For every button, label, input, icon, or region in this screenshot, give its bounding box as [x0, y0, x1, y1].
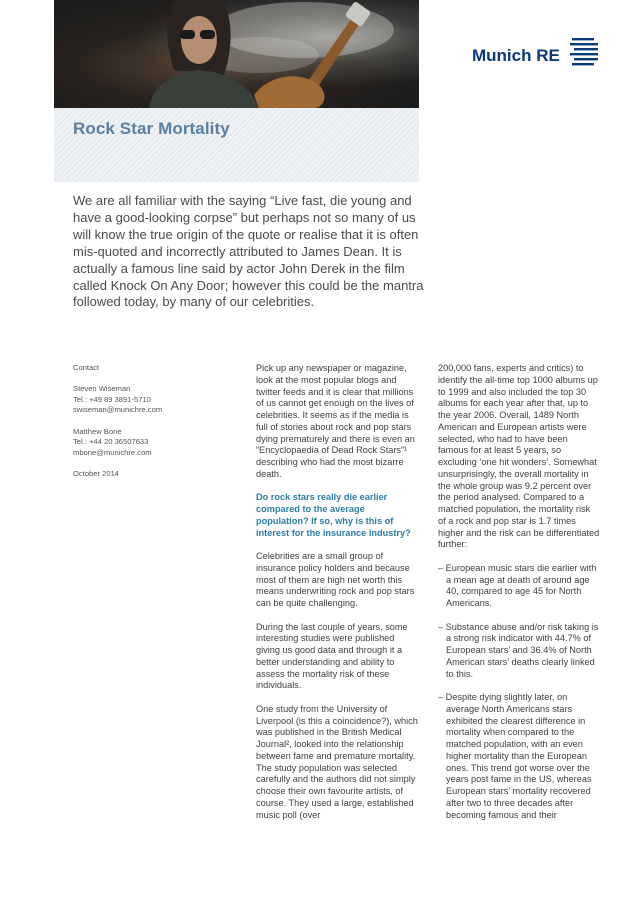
lead-paragraph: We are all familiar with the saying “Live fast, die young and have a good-looking corpse” but perhaps not so many of us will know the true origin of the quote or realise that it is often mis-quoted and incorrectly attributed to James Dean. It is actually a famous line said by actor John Derek in the film called Knock On Any Door; however this could be the mantra followed today, by many of our celebrities. — [73, 193, 424, 310]
body-paragraph: Pick up any newspaper or magazine, look at the most popular blogs and twitter feeds and it is clear that millions of us cannot get enough on the lives of celebrities. It seems as if the media is full of stories about rock and pop stars dying prematurely and there is even an “Encyclopaedia of Dead Rock Stars”¹ describing who had the most bizarre death. — [256, 363, 415, 479]
body-paragraph: 200,000 fans, experts and critics) to identify the all-time top 1000 albums up to 1999 and also included the top 30 albums for each year after that, up to the year 2006. Overall, 1489 North American and European artists were selected, who had to have been famous for at least 5 years, so excluding ‘one hit wonders’. Somewhat unsurprisingly, the overall mortality in the whole group was 9.2 percent over the period analysed. Compared to a matched population, the mortality risk of a rock and pop star is 1.7 times higher and the risk can be differentiated further: — [438, 363, 600, 550]
rock-star-illustration — [54, 0, 419, 108]
munich-re-mark-icon — [568, 36, 602, 70]
contact-name: Steven Wiseman — [73, 384, 131, 394]
body-column-1 — [256, 363, 418, 833]
contact-name: Matthew Bone — [73, 426, 122, 436]
publication-date: October 2014 — [73, 468, 120, 478]
contact-tel: Tel.: +49 89 3891-5710 — [73, 394, 151, 404]
munich-re-logo — [472, 36, 612, 70]
contact-email[interactable]: mbone@munichre.com — [73, 447, 152, 457]
bullet-item: – Despite dying slightly later, on average North Americans stars exhibited the clearest difference in mortality when compared to the matched population, with an even higher mortality than the European ones. This trend got worse over the years post fame in the US, whereas European stars’ mortality recovered after two to three decades after becoming famous and their — [438, 692, 592, 820]
bullet-item: – Substance abuse and/or risk taking is a strong risk indicator with 44.7% of European stars’ and 36.4% of North American stars’ deaths clearly linked to this. — [438, 621, 599, 679]
contact-heading: Contact — [73, 363, 100, 372]
hero-photo — [54, 0, 419, 108]
logo-text: Munich RE — [472, 46, 560, 65]
body-column-2 — [438, 363, 600, 833]
body-paragraph: During the last couple of years, some interesting studies were published giving us good data and through it a better understanding and ability to assess the mortality risk of these individuals. — [256, 621, 408, 691]
contact-tel: Tel.: +44 20 36507633 — [73, 437, 149, 447]
article-title: Rock Star Mortality — [73, 119, 230, 138]
body-paragraph: Celebrities are a small group of insurance policy holders and because most of them are high net worth this means underwriting rock and pop stars can be quite challenging. — [256, 551, 415, 608]
body-paragraph: One study from the University of Liverpool (is this a coincidence?), which was published in the British Medical Journal², looked into the relationship between fame and premature mortality. The study population was selected carefully and the authors did not simply choose their own favourite artists, of course. They used a large, established music poll (over — [256, 703, 418, 820]
contact-block — [73, 363, 243, 480]
bullet-item: – European music stars die earlier with a mean age at death of around age 40, compared to age 45 for North Americans. — [438, 562, 597, 608]
contact-email[interactable]: swiseman@munichre.com — [73, 405, 163, 415]
section-subheading: Do rock stars really die earlier compared to the average population? If so, why is this of interest for the insurance industry? — [256, 492, 411, 538]
